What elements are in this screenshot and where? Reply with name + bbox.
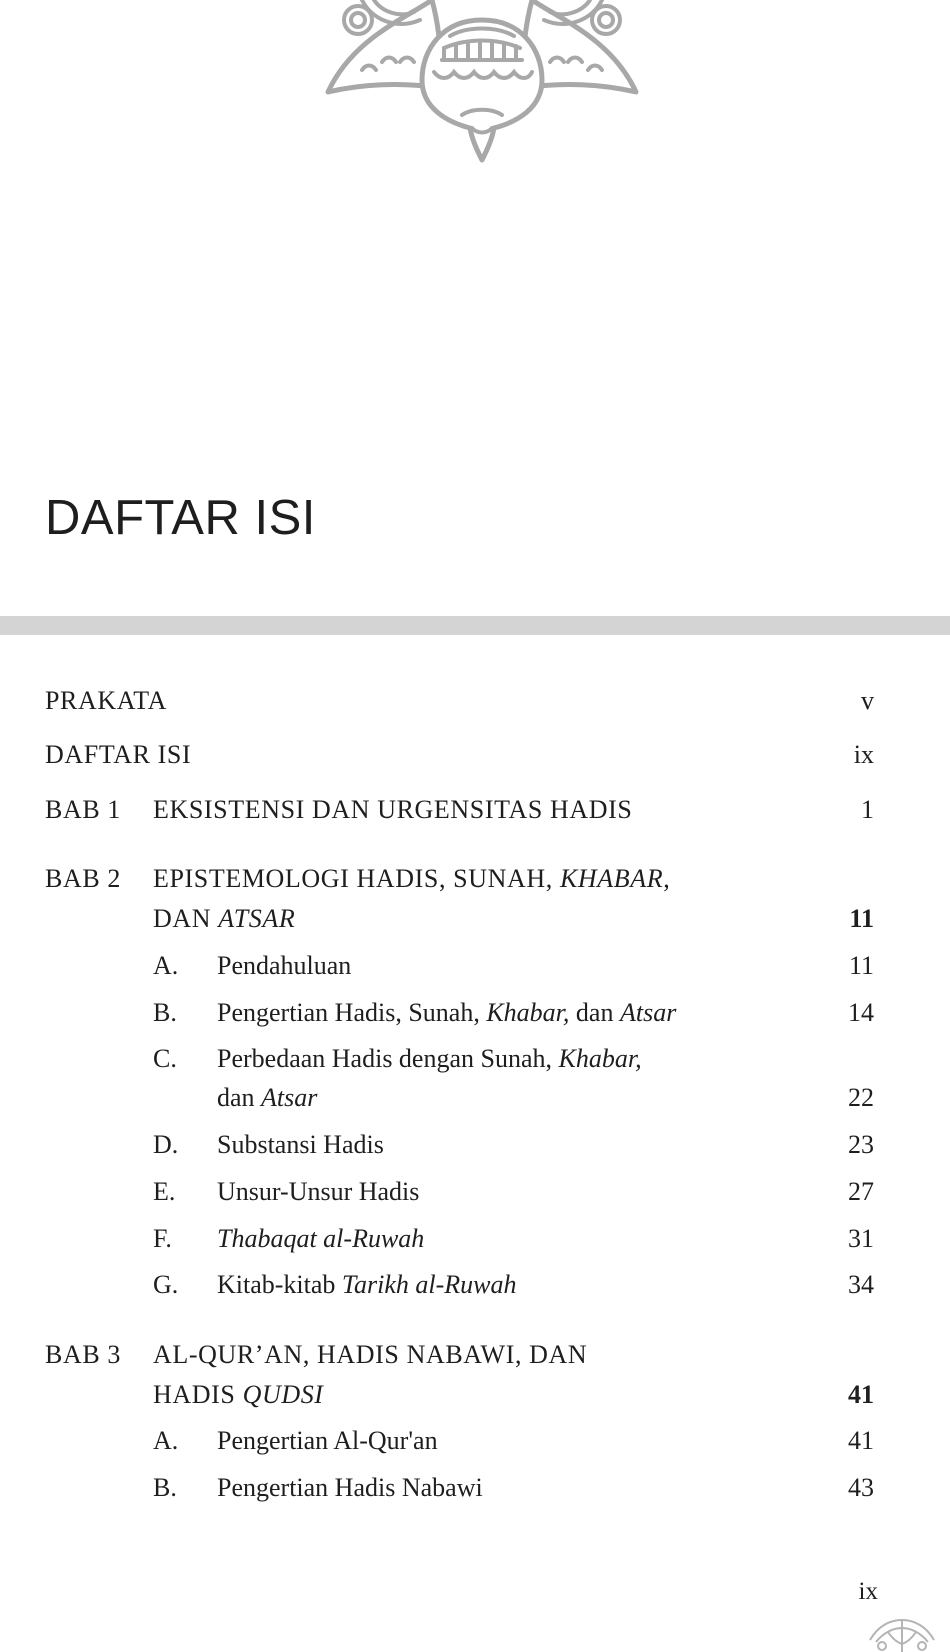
toc-page-number: 41 — [848, 1426, 874, 1455]
toc-entry-daftar-isi[interactable] — [45, 739, 191, 771]
toc-section-substansi[interactable]: Substansi Hadis — [217, 1130, 384, 1159]
toc-entry-label: DAFTAR ISI — [45, 740, 192, 769]
toc-chapter-bab1[interactable]: EKSISTENSI DAN URGENSITAS HADIS — [153, 795, 633, 824]
toc-page-number: 22 — [848, 1083, 874, 1112]
toc-chapter-number: BAB 1 — [45, 795, 121, 824]
title-text-italic: ATSAR — [218, 904, 296, 933]
toc-chapter-bab2-line2[interactable] — [153, 903, 295, 935]
toc-chapter-bab3-line1[interactable]: AL-QUR’AN, HADIS NABAWI, DAN — [153, 1340, 588, 1369]
page-title: DAFTAR ISI — [45, 491, 316, 545]
page-number: ix — [858, 1578, 878, 1605]
section-text: dan — [569, 998, 620, 1027]
section-text: Pengertian Hadis, Sunah, — [217, 998, 487, 1027]
toc-section-letter: G. — [153, 1270, 179, 1299]
toc-section-letter: B. — [153, 1473, 177, 1502]
toc-section-kitab[interactable] — [217, 1269, 516, 1301]
toc-page-number: 11 — [849, 904, 874, 933]
toc-page-number: 14 — [848, 998, 874, 1027]
toc-page-number: 11 — [848, 951, 874, 980]
toc-page-number: ix — [853, 740, 874, 769]
toc-chapter-bab3-line2[interactable] — [153, 1379, 324, 1411]
toc-section-letter: F. — [153, 1224, 172, 1253]
section-text-italic: Thabaqat al-Ruwah — [217, 1224, 425, 1253]
title-text-italic: KHABAR — [559, 864, 664, 893]
title-text: HADIS — [153, 1380, 243, 1409]
toc-page-number: 23 — [848, 1130, 874, 1159]
toc-chapter-number: BAB 3 — [45, 1340, 121, 1369]
toc-section-unsur[interactable]: Unsur-Unsur Hadis — [217, 1177, 420, 1206]
toc-section-letter: D. — [153, 1130, 179, 1159]
toc-page-number: 1 — [861, 795, 874, 824]
title-text: DAN — [153, 904, 219, 933]
toc-section-pengertian-alquran[interactable]: Pengertian Al-Qur'an — [217, 1426, 438, 1455]
title-text-italic: QUDSI — [242, 1380, 324, 1409]
toc-chapter-bab2-line1[interactable] — [153, 863, 670, 895]
toc-page-number: 34 — [848, 1270, 874, 1299]
toc-page-number: v — [861, 686, 874, 715]
section-text-italic: Khabar, — [486, 998, 570, 1027]
title-text: EPISTEMOLOGI HADIS, SUNAH, — [153, 864, 560, 893]
toc-section-letter: A. — [153, 1426, 179, 1455]
section-text-italic: Atsar — [261, 1083, 318, 1112]
toc-section-pengertian[interactable] — [217, 997, 676, 1029]
section-text: Perbedaan Hadis dengan Sunah, — [217, 1044, 559, 1073]
toc-section-pendahuluan[interactable]: Pendahuluan — [217, 951, 352, 980]
toc-section-letter: E. — [153, 1177, 176, 1206]
toc-chapter-number: BAB 2 — [45, 864, 121, 893]
toc-section-letter: C. — [153, 1044, 177, 1073]
toc-entry-label: PRAKATA — [45, 686, 168, 715]
toc-entry-prakata[interactable] — [45, 685, 167, 717]
corner-ornament-icon — [868, 1612, 938, 1652]
section-text-italic: Atsar — [619, 998, 677, 1027]
toc-page-number: 27 — [848, 1177, 874, 1206]
toc-section-letter: A. — [153, 951, 179, 980]
toc-page-number: 43 — [848, 1473, 874, 1502]
toc-section-pengertian-hadis-nabawi[interactable]: Pengertian Hadis Nabawi — [217, 1473, 483, 1502]
toc-section-thabaqat[interactable] — [217, 1223, 424, 1255]
section-text: Kitab-kitab — [217, 1270, 342, 1299]
toc-section-perbedaan-line1[interactable] — [217, 1043, 642, 1075]
section-text: dan — [217, 1083, 262, 1112]
section-text-italic: Khabar, — [558, 1044, 642, 1073]
toc-page-number: 31 — [848, 1224, 874, 1253]
section-text-italic: Tarikh al-Ruwah — [341, 1270, 517, 1299]
toc-section-perbedaan-line2[interactable] — [217, 1082, 317, 1114]
toc-section-letter: B. — [153, 998, 177, 1027]
title-text: , — [663, 864, 671, 893]
toc-page-number: 41 — [848, 1380, 874, 1409]
